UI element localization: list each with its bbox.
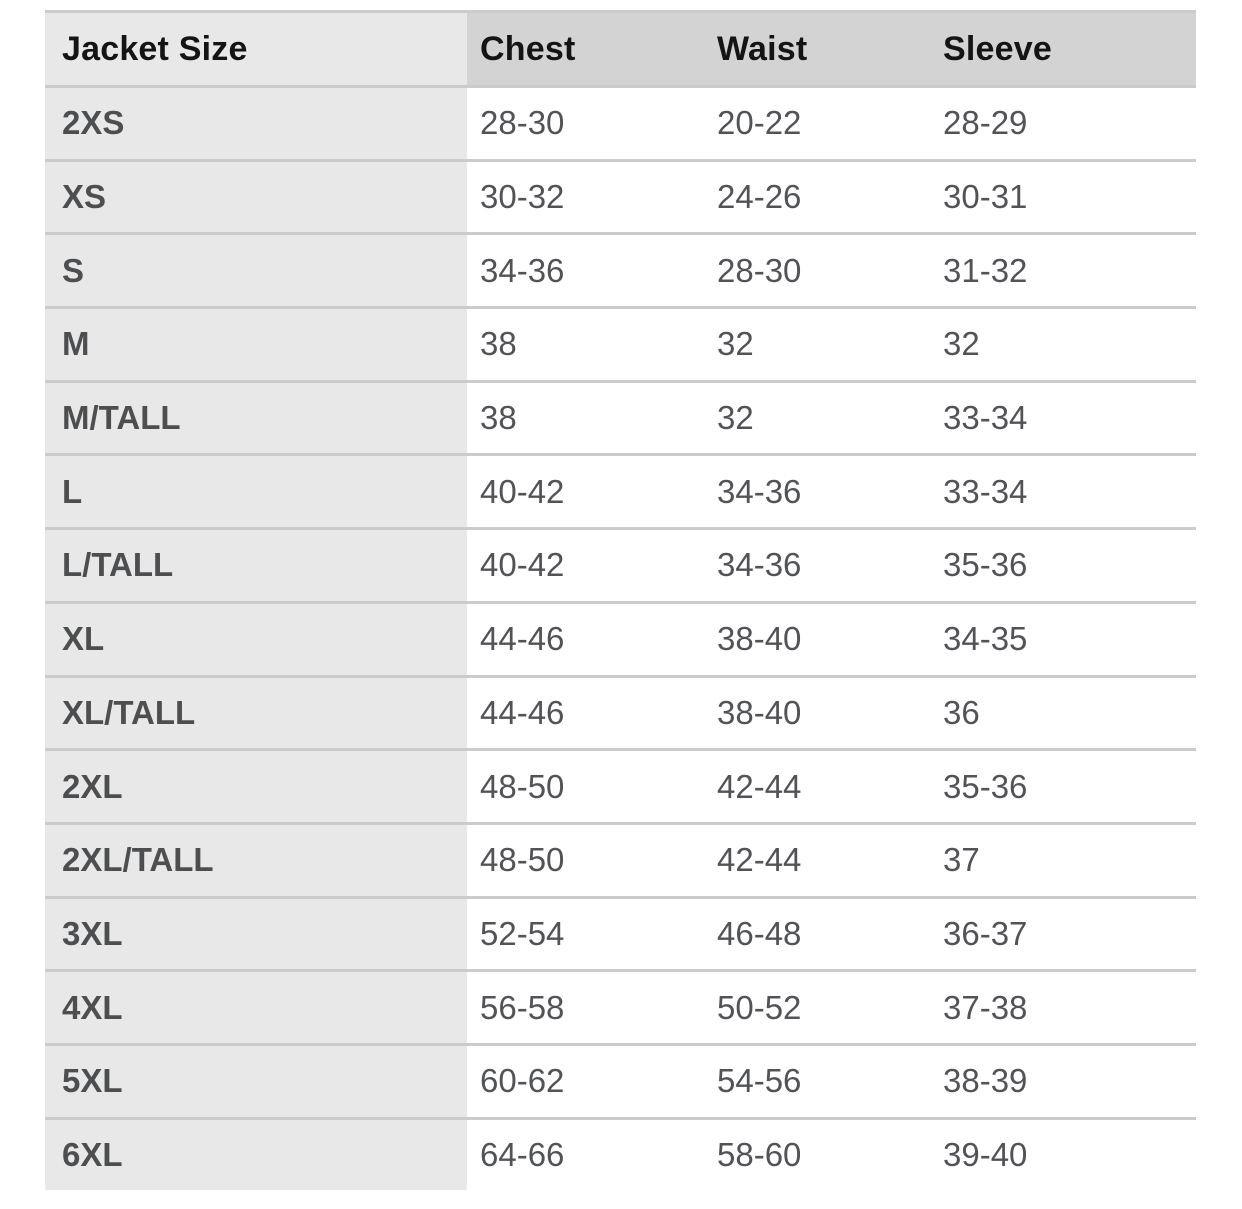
chest-value-cell: 38 [467,308,703,382]
size-chart-container [45,10,1196,1190]
table-row [45,234,1196,308]
sleeve-value-cell: 38-39 [930,1044,1196,1118]
waist-value-cell: 38-40 [703,676,930,750]
chest-value-cell: 48-50 [467,823,703,897]
size-label-cell: M [45,308,467,382]
chest-value-cell: 44-46 [467,676,703,750]
size-label-cell: 2XS [45,87,467,161]
sleeve-value-cell: 31-32 [930,234,1196,308]
waist-value-cell: 42-44 [703,823,930,897]
sleeve-value-cell: 34-35 [930,602,1196,676]
size-label-cell: S [45,234,467,308]
header-jacket-size: Jacket Size [45,12,467,87]
size-label-cell: 6XL [45,1118,467,1190]
table-row [45,1118,1196,1190]
table-row [45,823,1196,897]
header-sleeve: Sleeve [930,12,1196,87]
table-row [45,381,1196,455]
size-label-cell: 2XL [45,750,467,824]
sleeve-value-cell: 28-29 [930,87,1196,161]
table-row [45,676,1196,750]
table-row [45,87,1196,161]
waist-value-cell: 20-22 [703,87,930,161]
size-label-cell: 4XL [45,971,467,1045]
waist-value-cell: 58-60 [703,1118,930,1190]
table-row [45,897,1196,971]
waist-value-cell: 38-40 [703,602,930,676]
waist-value-cell: 34-36 [703,529,930,603]
chest-value-cell: 34-36 [467,234,703,308]
sleeve-value-cell: 39-40 [930,1118,1196,1190]
chest-value-cell: 30-32 [467,160,703,234]
table-row [45,529,1196,603]
table-body [45,87,1196,1191]
size-label-cell: 2XL/TALL [45,823,467,897]
size-label-cell: L [45,455,467,529]
size-label-cell: 5XL [45,1044,467,1118]
chest-value-cell: 28-30 [467,87,703,161]
sleeve-value-cell: 37-38 [930,971,1196,1045]
chest-value-cell: 44-46 [467,602,703,676]
size-label-cell: M/TALL [45,381,467,455]
waist-value-cell: 42-44 [703,750,930,824]
size-label-cell: XL/TALL [45,676,467,750]
table-row [45,308,1196,382]
sleeve-value-cell: 35-36 [930,750,1196,824]
table-row [45,1044,1196,1118]
table-row [45,455,1196,529]
waist-value-cell: 46-48 [703,897,930,971]
waist-value-cell: 24-26 [703,160,930,234]
sleeve-value-cell: 36-37 [930,897,1196,971]
chest-value-cell: 40-42 [467,455,703,529]
header-waist: Waist [703,12,930,87]
table-row [45,160,1196,234]
chest-value-cell: 64-66 [467,1118,703,1190]
waist-value-cell: 54-56 [703,1044,930,1118]
table-row [45,602,1196,676]
chest-value-cell: 48-50 [467,750,703,824]
chest-value-cell: 56-58 [467,971,703,1045]
waist-value-cell: 28-30 [703,234,930,308]
sleeve-value-cell: 33-34 [930,381,1196,455]
sleeve-value-cell: 30-31 [930,160,1196,234]
chest-value-cell: 40-42 [467,529,703,603]
chest-value-cell: 38 [467,381,703,455]
waist-value-cell: 32 [703,381,930,455]
size-label-cell: L/TALL [45,529,467,603]
jacket-size-table [45,10,1196,1190]
header-chest: Chest [467,12,703,87]
size-label-cell: XL [45,602,467,676]
sleeve-value-cell: 36 [930,676,1196,750]
table-row [45,971,1196,1045]
waist-value-cell: 50-52 [703,971,930,1045]
sleeve-value-cell: 33-34 [930,455,1196,529]
chest-value-cell: 52-54 [467,897,703,971]
size-label-cell: 3XL [45,897,467,971]
waist-value-cell: 34-36 [703,455,930,529]
size-label-cell: XS [45,160,467,234]
table-row [45,750,1196,824]
header-row [45,12,1196,87]
sleeve-value-cell: 37 [930,823,1196,897]
sleeve-value-cell: 32 [930,308,1196,382]
waist-value-cell: 32 [703,308,930,382]
chest-value-cell: 60-62 [467,1044,703,1118]
sleeve-value-cell: 35-36 [930,529,1196,603]
